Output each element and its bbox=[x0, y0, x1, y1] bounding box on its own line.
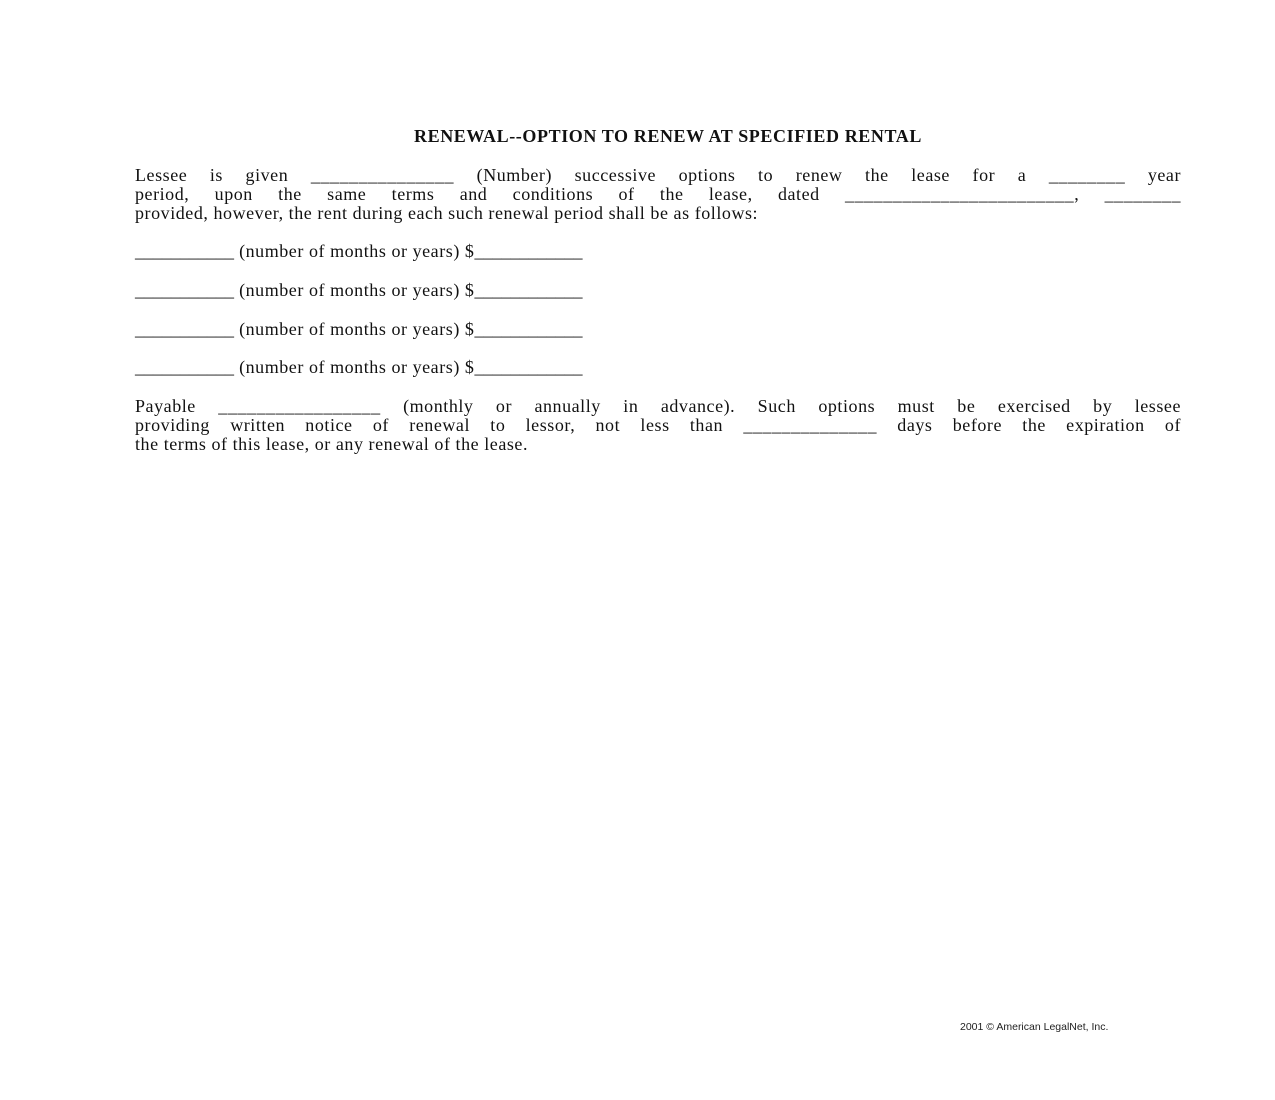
term-label: (number of months or years) bbox=[239, 241, 460, 261]
paragraph1-line-3: provided, however, the rent during each such renewal period shall be as follows: bbox=[135, 203, 759, 223]
paragraph2-line-3: the terms of this lease, or any renewal of the lease. bbox=[135, 434, 529, 454]
paragraph2-line-1: Payable _________________ (monthly or annually in advance). Such options must be exercised by lessee bbox=[135, 396, 1181, 416]
amount-blank: ____________ bbox=[474, 357, 583, 377]
amount-blank: ____________ bbox=[474, 241, 583, 261]
amount-prefix: $ bbox=[464, 319, 475, 339]
copyright-footer: 2001 © American LegalNet, Inc. bbox=[960, 1021, 1109, 1033]
paragraph1-line-2: period, upon the same terms and conditions of the lease, dated ________________________, ________ bbox=[135, 184, 1181, 204]
term-blank: ___________ bbox=[135, 280, 234, 300]
amount-prefix: $ bbox=[464, 241, 475, 261]
rent-schedule-row bbox=[135, 242, 582, 261]
term-blank: ___________ bbox=[135, 319, 234, 339]
amount-prefix: $ bbox=[464, 357, 475, 377]
amount-prefix: $ bbox=[464, 280, 475, 300]
rent-schedule-row bbox=[135, 358, 582, 377]
rent-schedule-row bbox=[135, 281, 582, 300]
document-title: RENEWAL--OPTION TO RENEW AT SPECIFIED RENTAL bbox=[413, 126, 922, 146]
amount-blank: ____________ bbox=[474, 319, 583, 339]
term-label: (number of months or years) bbox=[239, 319, 460, 339]
term-label: (number of months or years) bbox=[239, 357, 460, 377]
term-blank: ___________ bbox=[135, 241, 234, 261]
term-label: (number of months or years) bbox=[239, 280, 460, 300]
term-blank: ___________ bbox=[135, 357, 234, 377]
paragraph1-line-1: Lessee is given _______________ (Number) successive options to renew the lease for a ________ year bbox=[135, 165, 1181, 185]
amount-blank: ____________ bbox=[474, 280, 583, 300]
rent-schedule-row bbox=[135, 320, 582, 339]
paragraph2-line-2: providing written notice of renewal to lessor, not less than ______________ days before the expiration of bbox=[135, 415, 1181, 435]
